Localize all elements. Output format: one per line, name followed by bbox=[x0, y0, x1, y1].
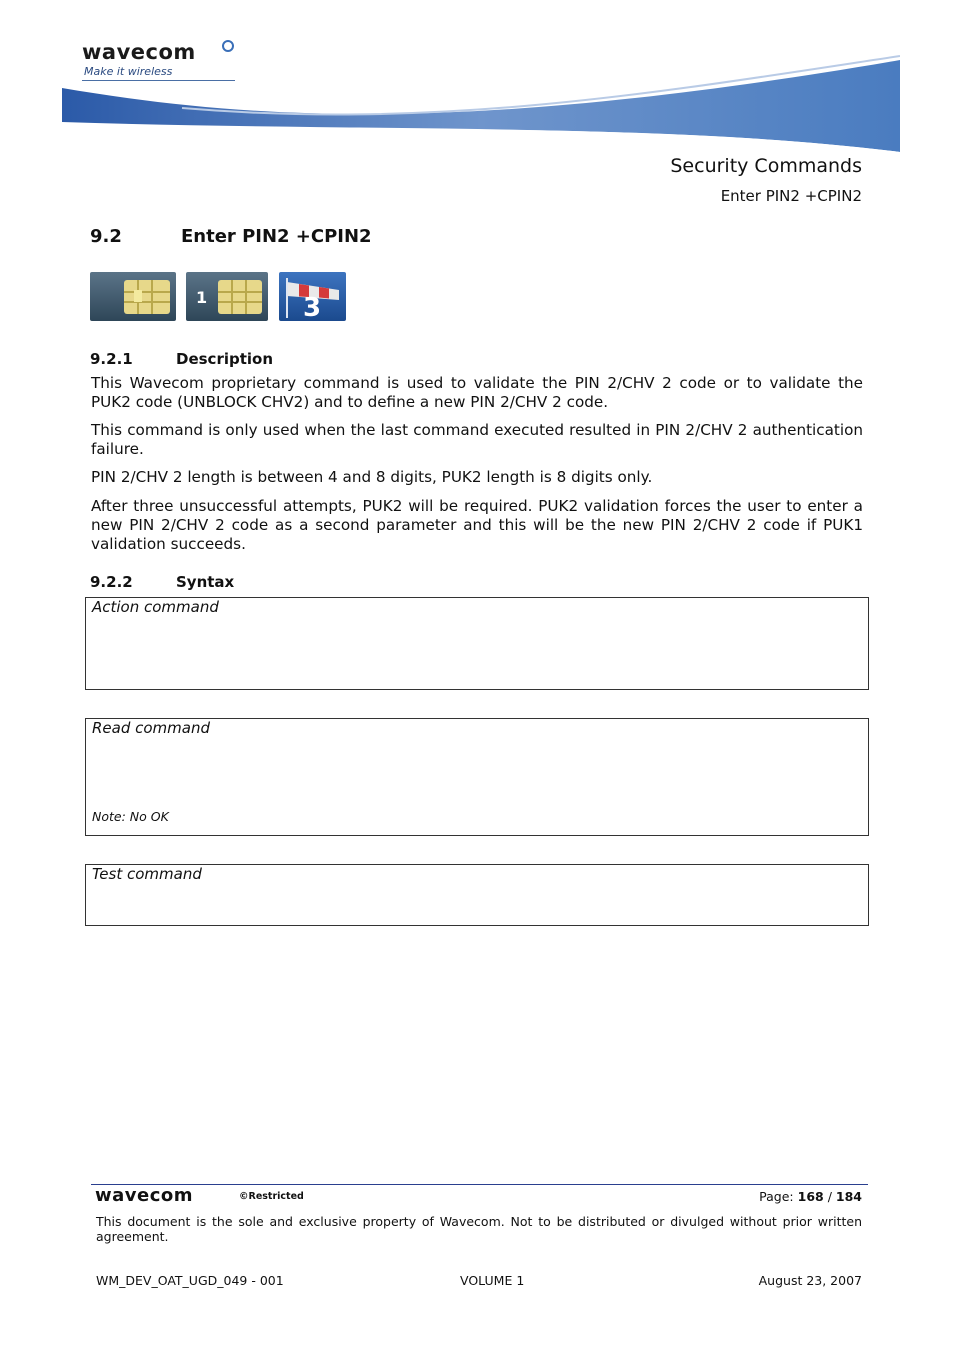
page-indicator bbox=[759, 1189, 862, 1204]
read-command-note: Note: No OK bbox=[92, 809, 169, 824]
syntax-number: 9.2.2 bbox=[90, 573, 133, 591]
sim-card-badge bbox=[90, 272, 176, 321]
wavecom-logo: wavecom bbox=[82, 40, 196, 64]
page-total: 184 bbox=[835, 1189, 862, 1204]
brand-tagline: Make it wireless bbox=[84, 65, 173, 78]
description-paragraph: After three unsuccessful attempts, PUK2 will be required. PUK2 validation forces the user to enter a new PIN 2/CHV 2 code as a second parameter and this will be the new PIN 2/CHV 2 code if PUK1 validation succeeds. bbox=[91, 497, 863, 553]
section-heading bbox=[90, 226, 372, 247]
description-heading bbox=[90, 350, 273, 368]
svg-text:1: 1 bbox=[196, 288, 208, 307]
read-command-label: Read command bbox=[92, 719, 211, 737]
footer-divider bbox=[91, 1184, 868, 1185]
test-command-box bbox=[85, 864, 869, 926]
badge-number: 3 bbox=[303, 293, 322, 321]
windsock-icon bbox=[279, 272, 346, 321]
read-command-box bbox=[85, 718, 869, 836]
section-reference: Enter PIN2 +CPIN2 bbox=[720, 187, 862, 205]
sim-card-number-icon bbox=[186, 272, 268, 321]
document-date: August 23, 2007 bbox=[758, 1273, 862, 1288]
page-separator: / bbox=[827, 1189, 832, 1204]
syntax-title: Syntax bbox=[176, 573, 235, 591]
confidentiality-notice: This document is the sole and exclusive property of Wavecom. Not to be distributed or divulged without prior written agreement. bbox=[96, 1214, 862, 1244]
description-paragraph: PIN 2/CHV 2 length is between 4 and 8 digits, PUK2 length is 8 digits only. bbox=[91, 468, 653, 486]
chapter-title: Security Commands bbox=[670, 155, 862, 177]
description-paragraph: This command is only used when the last command executed resulted in PIN 2/CHV 2 authentication failure. bbox=[91, 421, 863, 458]
page-label: Page: bbox=[759, 1189, 794, 1204]
description-number: 9.2.1 bbox=[90, 350, 133, 368]
description-title: Description bbox=[176, 350, 274, 368]
test-command-label: Test command bbox=[92, 865, 202, 883]
syntax-heading bbox=[90, 573, 234, 591]
action-command-box bbox=[85, 597, 869, 690]
sim-card-icon bbox=[90, 272, 176, 321]
windsock-badge bbox=[279, 272, 346, 321]
document-id: WM_DEV_OAT_UGD_049 - 001 bbox=[96, 1273, 284, 1288]
page-current: 168 bbox=[797, 1189, 824, 1204]
action-command-label: Action command bbox=[92, 598, 219, 616]
header-swoosh-banner bbox=[62, 52, 900, 156]
section-title: Enter PIN2 +CPIN2 bbox=[181, 226, 372, 247]
sim-card-one-badge bbox=[186, 272, 268, 321]
section-number: 9.2 bbox=[90, 226, 122, 247]
volume-label: VOLUME 1 bbox=[460, 1273, 525, 1288]
footer-wavecom-logo: wavecom bbox=[95, 1185, 194, 1206]
restricted-label: ©Restricted bbox=[239, 1191, 304, 1202]
logo-swirl-icon bbox=[222, 40, 234, 52]
description-paragraph: This Wavecom proprietary command is used to validate the PIN 2/CHV 2 code or to validate the PUK2 code (UNBLOCK CHV2) and to define a new PIN 2/CHV 2 code. bbox=[91, 374, 863, 411]
